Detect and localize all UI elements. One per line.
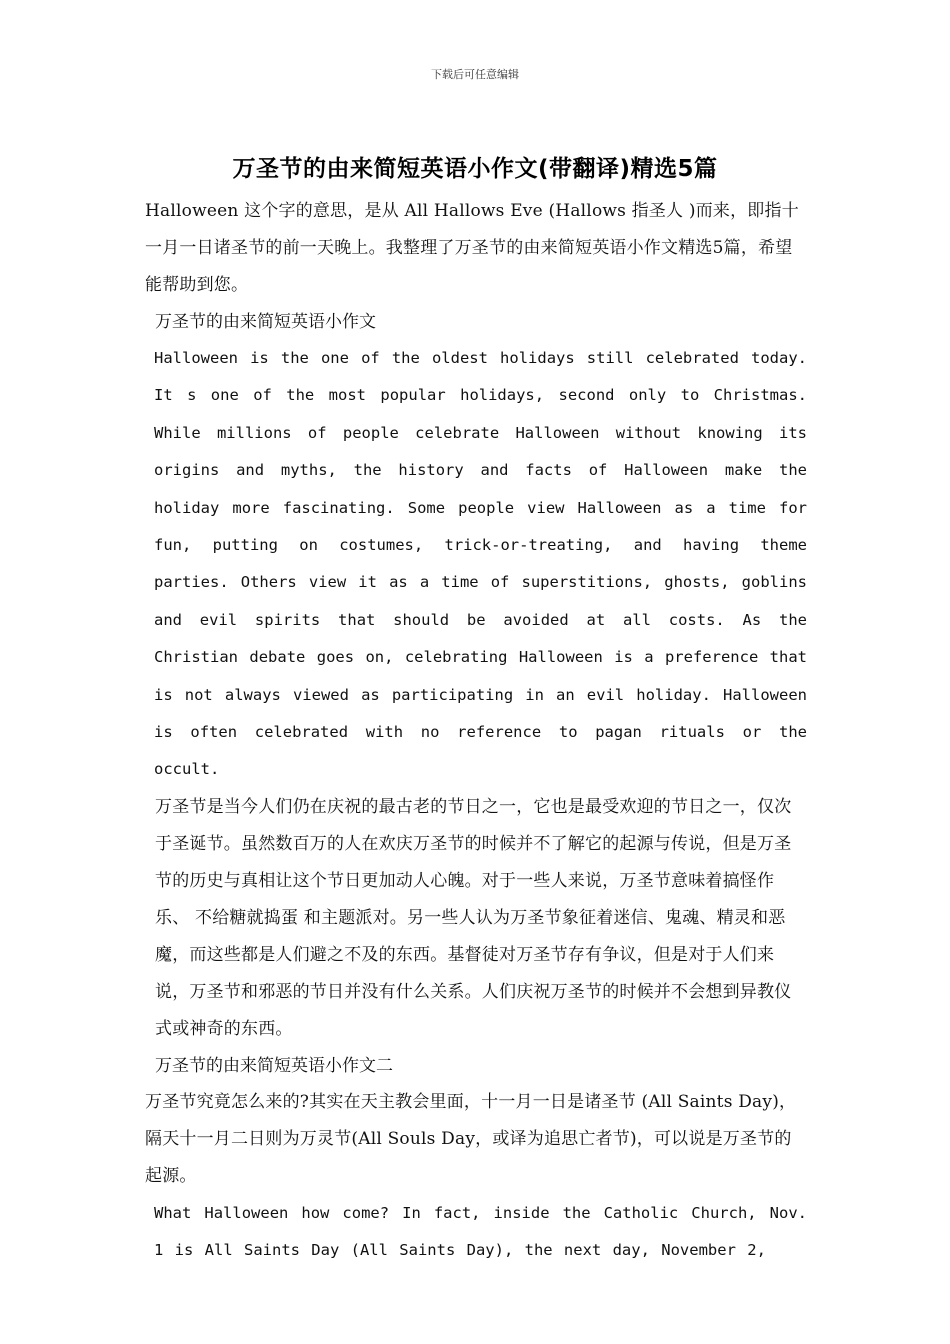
intro-paragraph: Halloween 这个字的意思，是从 All Hallows Eve (Hallows 指圣人 )而来，即指十一月一日诸圣节的前一天晚上。我整理了万圣节的由来简短英语小作文精选5篇，希望能帮助到您。	[145, 201, 799, 295]
section2-heading: 万圣节的由来简短英语小作文二	[155, 1055, 393, 1076]
document-title: 万圣节的由来简短英语小作文(带翻译)精选5篇	[232, 156, 718, 182]
section2-english-paragraph: What Halloween how come? In fact, inside the Catholic Church, Nov. 1 is All Saints Day (All Saints Day), the next day, November 2,	[154, 1203, 807, 1260]
section2-chinese-paragraph: 万圣节究竟怎么来的?其实在天主教会里面，十一月一日是诸圣节 (All Saints Day)，隔天十一月二日则为万灵节(All Souls Day，或译为追思亡者节)，可以说是万圣节的起源。	[145, 1091, 797, 1186]
section1-english-paragraph: Halloween is the one of the oldest holidays still celebrated today. It s one of the most popular holidays, second only to Christmas. While millions of people celebrate Halloween without knowing its origins and myths, the history and facts of Halloween make the holiday more fascinating. Some people view Halloween as a time for fun, putting on costumes, trick-or-treating, and having theme parties. Others view it as a time of superstitions, ghosts, goblins and evil spirits that should be avoided at all costs. As the Christian debate goes on, celebrating Halloween is a preference that is not always viewed as participating in an evil holiday. Halloween is often celebrated with no reference to pagan rituals or the occult.	[154, 349, 807, 779]
section1-heading: 万圣节的由来简短英语小作文	[155, 312, 376, 332]
section1-chinese-paragraph: 万圣节是当今人们仍在庆祝的最古老的节日之一，它也是最受欢迎的节日之一，仅次于圣诞节。虽然数百万的人在欢庆万圣节的时候并不了解它的起源与传说，但是万圣节的历史与真相让这个节日更加动人心魄。对于一些人来说，万圣节意味着搞怪作乐、 不给糖就捣蛋 和主题派对。另一些人认为万圣节象征着迷信、鬼魂、精灵和恶魔，而这些都是人们避之不及的东西。基督徒对万圣节存有争议，但是对于人们来说，万圣节和邪恶的节日并没有什么关系。人们庆祝万圣节的时候并不会想到异教仪式或神奇的东西。	[155, 796, 792, 1039]
header-note: 下载后可任意编辑	[431, 68, 519, 81]
document-body	[145, 193, 807, 1270]
